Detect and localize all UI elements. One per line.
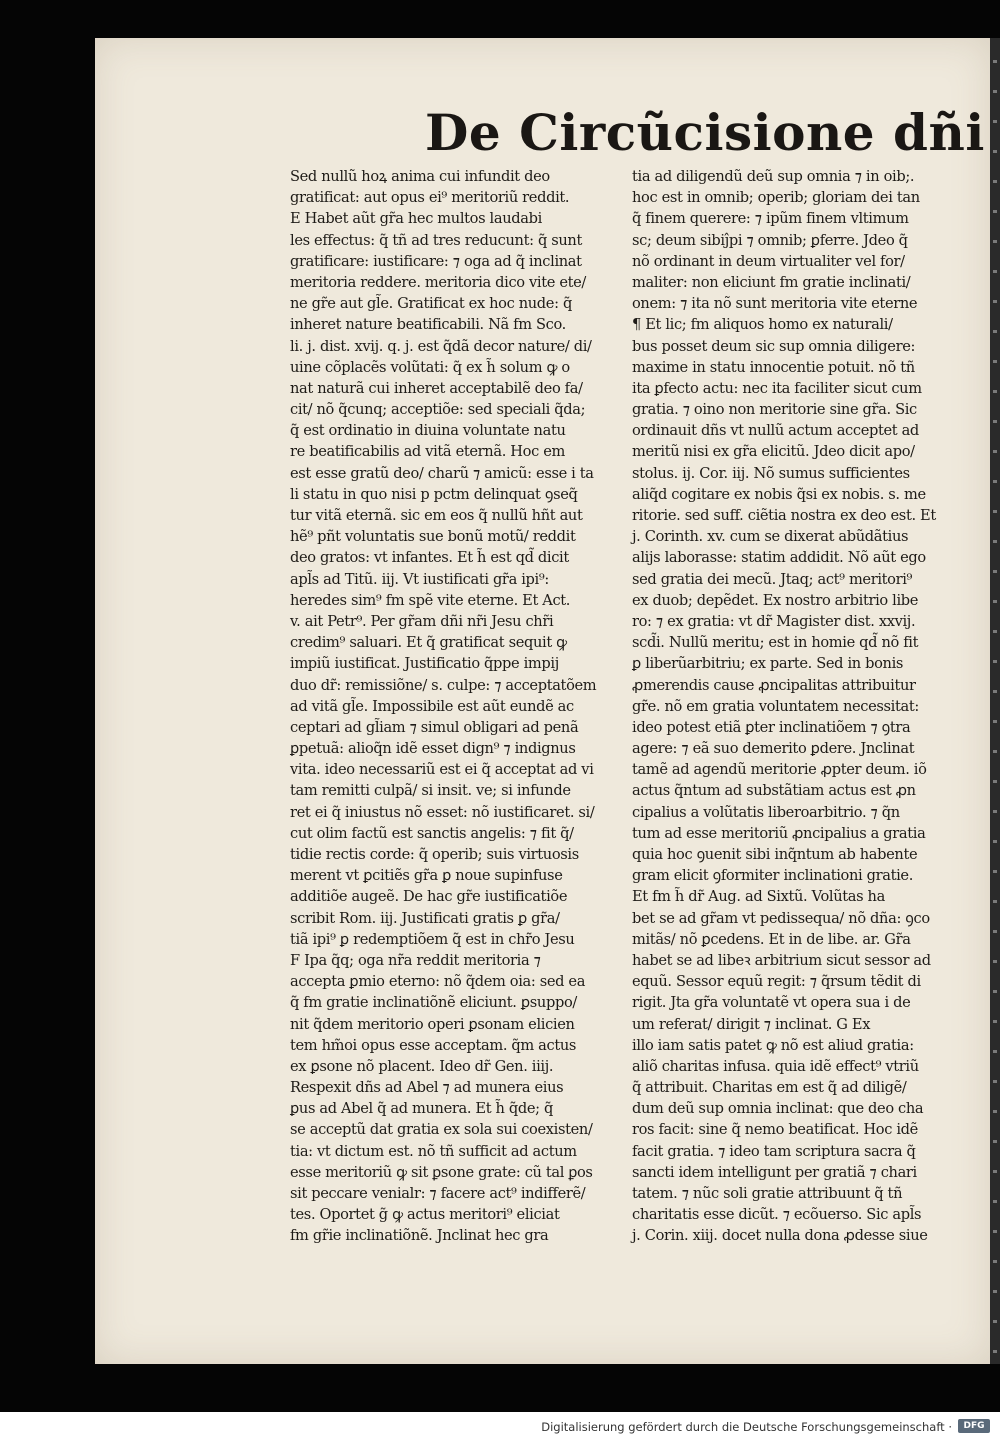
text-line: cipalius a volũtatis liberoarbitrio. ⁊ q̃n: [632, 803, 900, 821]
text-line: scribit Rom. iij. Justificati gratis ꝑ gr̃a/: [290, 909, 560, 927]
text-line: maliter: non eliciunt fm gratie inclinati/: [632, 273, 911, 291]
text-line: Respexit dñs ad Abel ⁊ ad munera eius: [290, 1079, 564, 1097]
text-line: q̃ est ordinatio in diuina voluntate natu: [290, 422, 566, 440]
text-line: aliõ charitas infusa. quia idẽ effect⁹ vtriũ: [632, 1057, 919, 1075]
text-line: heredes sim⁹ fm spẽ vite eterne. Et Act.: [290, 591, 571, 609]
right-text-column: [632, 166, 964, 1245]
text-line: additiõe augeẽ. De hac gr̃e iustificatiõe: [290, 888, 568, 906]
text-line: ꝓmerendis cause ꝓncipalitas attribuitur: [632, 676, 916, 694]
text-line: nat naturã cui inheret acceptabilẽ deo fa/: [290, 379, 583, 397]
text-line: tiã ipi⁹ ꝑ redemptiõem q̃ est in chr̃o Jesu: [290, 930, 575, 948]
text-line: tem hm̃oi opus esse acceptam. q̃m actus: [290, 1036, 577, 1054]
text-line: gratificat: aut opus ei⁹ meritoriũ reddit.: [290, 189, 570, 207]
text-line: E Habet aũt gr̃a hec multos laudabi: [290, 210, 542, 228]
text-line: se acceptũ dat gratia ex sola sui coexisten/: [290, 1121, 593, 1139]
text-line: Sed nullũ hoꝝ anima cui infundit deo: [290, 168, 550, 185]
text-line: meritũ nisi ex gr̃a elicitũ. Jdeo dicit apo/: [632, 443, 915, 461]
text-line: esse meritoriũ ꝙ sit ꝑsone grate: cũ tal ꝑos: [290, 1163, 593, 1181]
text-line: gram elicit ꝯformiter inclinationi gratie.: [632, 867, 913, 885]
text-line: tum ad esse meritoriũ ꝓncipalius a gratia: [632, 824, 926, 842]
text-line: est esse gratũ deo/ charũ ⁊ amicũ: esse i ta: [290, 464, 594, 482]
text-line: tam remitti culpã/ si insit. ve; si infunde: [290, 782, 571, 800]
text-line: hoc est in omnib; operib; gloriam dei tan: [632, 189, 920, 207]
text-line: gr̃e. nõ em gratia voluntatem necessitat:: [632, 697, 919, 715]
dfg-logo: DFG: [958, 1419, 990, 1433]
text-line: onem: ⁊ ita nõ sunt meritoria vite eterne: [632, 295, 918, 313]
text-line: quia hoc ꝯuenit sibi inq̃ntum ab habente: [632, 846, 918, 863]
text-line: ordinauit dñs vt nullũ actum acceptet ad: [632, 422, 919, 440]
text-line: q̃ fm gratie inclinatiõnẽ eliciunt. ꝑsuppo/: [290, 994, 577, 1012]
text-line: hẽ⁹ pñt voluntatis sue bonũ motũ/ reddit: [290, 528, 576, 546]
text-line: maxime in statu innocentie potuit. nõ tñ: [632, 358, 915, 376]
text-line: actus q̃ntum ad substãtiam actus est ꝓn: [632, 782, 916, 800]
text-line: ¶ Et lic; fm aliquos homo ex naturali/: [632, 316, 893, 334]
text-line: ne gr̃e aut gl̃e. Gratificat ex hoc nude: q̃: [290, 295, 572, 313]
text-line: tia ad diligendũ deũ sup omnia ⁊ in oib;.: [632, 168, 915, 185]
text-line: tamẽ ad agendũ meritorie ꝓpter deum. iõ: [632, 761, 927, 779]
text-line: dum deũ sup omnia inclinat: que deo cha: [632, 1100, 924, 1118]
left-text-column: [290, 166, 628, 1245]
text-line: gratificare: iustificare: ⁊ oga ad q̃ inclinat: [290, 252, 582, 270]
text-line: re beatificabilis ad vitã eternã. Hoc em: [290, 443, 565, 461]
text-line: accepta ꝑmio eterno: nõ q̃dem oia: sed ea: [290, 973, 586, 991]
text-line: credim⁹ saluari. Et q̃ gratificat sequit ꝙ: [290, 634, 567, 652]
text-line: impiũ iustificat. Justificatio q̃ppe impij: [290, 655, 559, 673]
text-line: aliq̃d cogitare ex nobis q̃si ex nobis. s. me: [632, 485, 926, 503]
text-line: uine cõplacẽs volũtati: q̃ ex h̃ solum ꝙ o: [290, 358, 570, 376]
text-line: ꝑpetuã: alioq̃n idẽ esset dign⁹ ⁊ indignus: [290, 740, 576, 758]
text-line: ex duob; depẽdet. Ex nostro arbitrio libe: [632, 591, 919, 609]
text-line: duo dr̃: remissiõne/ s. culpe: ⁊ acceptatõem: [290, 676, 597, 694]
text-line: nit q̃dem meritorio operi ꝑsonam elicien: [290, 1015, 575, 1033]
text-line: li. j. dist. xvij. q. j. est q̃dã decor nature/ di/: [290, 337, 592, 355]
text-line: cit/ nõ q̃cunq; acceptiõe: sed speciali q̃da;: [290, 401, 586, 419]
text-line: rigit. Jta gr̃a voluntatẽ vt opera sua i de: [632, 994, 911, 1012]
text-line: cut olim factũ est sanctis angelis: ⁊ fit q̃/: [290, 824, 574, 842]
text-line: ad vitã gl̃e. Impossibile est aũt eundẽ ac: [290, 697, 574, 715]
text-line: stolus. ij. Cor. iij. Nõ sumus sufficientes: [632, 464, 910, 482]
text-line: q̃ attribuit. Charitas em est q̃ ad diligẽ/: [632, 1079, 907, 1097]
text-line: ros facit: sine q̃ nemo beatificat. Hoc idẽ: [632, 1121, 918, 1139]
funding-notice: Digitalisierung gefördert durch die Deutsche Forschungsgemeinschaft ·: [541, 1420, 952, 1434]
text-line: sc; deum sibiĵpi ⁊ omnib; ꝑferre. Jdeo q̃: [632, 231, 908, 249]
text-line: ex ꝑsone nõ placent. Ideo dr̃ Gen. iiij.: [290, 1057, 554, 1075]
text-line: agere: ⁊ eã suo demerito ꝑdere. Jnclinat: [632, 740, 915, 758]
text-line: j. Corin. xiij. docet nulla dona ꝓdesse siue: [632, 1227, 928, 1245]
text-line: li statu in quo nisi p pctm delinquat ꝯseq̃: [290, 485, 578, 503]
text-line: meritoria reddere. meritoria dico vite ete/: [290, 273, 586, 291]
text-line: habet se ad libeꝛ arbitrium sicut sessor ad: [632, 951, 931, 969]
text-line: tes. Oportet g̃ ꝙ actus meritori⁹ eliciat: [290, 1206, 560, 1224]
text-line: gratia. ⁊ oino non meritorie sine gr̃a. Sic: [632, 401, 917, 419]
text-line: q̃ finem querere: ⁊ ipũm finem vltimum: [632, 210, 909, 228]
text-line: Et fm h̃ dr̃ Aug. ad Sixtũ. Volũtas ha: [632, 888, 885, 906]
text-line: sit peccare venialr: ⁊ facere act⁹ indifferẽ/: [290, 1185, 586, 1202]
text-line: charitatis esse dicũt. ⁊ ecõuerso. Sic apl̃s: [632, 1206, 922, 1224]
text-line: ritorie. sed suff. ciẽtia nostra ex deo est. Et: [632, 507, 936, 524]
text-line: scd̃i. Nullũ meritu; est in homie qd̃ nõ fit: [632, 634, 919, 652]
text-line: tatem. ⁊ nũc soli gratie attribuunt q̃ tñ: [632, 1185, 903, 1202]
page-edge-markers: [993, 60, 997, 1360]
text-line: bet se ad gr̃am vt pedissequa/ nõ dña: ꝯco: [632, 909, 930, 927]
text-line: um referat/ dirigit ⁊ inclinat. G Ex: [632, 1015, 871, 1033]
text-line: ꝑus ad Abel q̃ ad munera. Et h̃ q̃de; q̃: [290, 1100, 553, 1118]
text-line: ita ꝑfecto actu: nec ita faciliter sicut cum: [632, 379, 922, 397]
text-line: v. ait Petr⁹. Per gr̃am dñi nr̃i Jesu chr̃i: [290, 612, 554, 630]
page-heading: De Circũcisione dñi: [425, 103, 985, 162]
footer-bar: [0, 1412, 1000, 1441]
text-line: alijs laborasse: statim addidit. Nõ aũt ego: [632, 549, 926, 567]
text-line: facit gratia. ⁊ ideo tam scriptura sacra q̃: [632, 1142, 916, 1160]
text-line: equũ. Sessor equũ regit: ⁊ q̃rsum tẽdit di: [632, 973, 921, 991]
text-line: tidie rectis corde: q̃ operib; suis virtuosis: [290, 846, 579, 863]
text-line: ceptari ad gl̃iam ⁊ simul obligari ad penã: [290, 718, 579, 736]
text-line: deo gratos: vt infantes. Et h̃ est qd̃ dicit: [290, 549, 569, 567]
text-line: nõ ordinant in deum virtualiter vel for/: [632, 252, 905, 270]
text-line: sed gratia dei mecũ. Jtaq; act⁹ meritori⁹: [632, 570, 913, 588]
text-line: illo iam satis patet ꝙ nõ est aliud gratia:: [632, 1036, 914, 1054]
text-line: tur vitã eternã. sic em eos q̃ nullũ hñt aut: [290, 507, 583, 524]
text-line: les effectus: q̃ tñ ad tres reducunt: q̃ sunt: [290, 231, 582, 249]
text-line: ret ei q̃ iniustus nõ esset: nõ iustificaret. si/: [290, 803, 595, 821]
text-line: mitãs/ nõ ꝑcedens. Et in de libe. ar. Gr̃a: [632, 930, 911, 948]
text-line: vita. ideo necessariũ est ei q̃ acceptat ad vi: [290, 761, 594, 779]
text-line: apl̃s ad Titũ. iij. Vt iustificati gr̃a ipi⁹:: [290, 570, 549, 588]
text-line: ꝑ liberũarbitriu; ex parte. Sed in bonis: [632, 655, 904, 673]
text-line: sancti idem intelligunt per gratiã ⁊ chari: [632, 1163, 917, 1181]
text-line: ideo potest etiã ꝑter inclinatiõem ⁊ ꝯtra: [632, 718, 911, 736]
text-line: j. Corinth. xv. cum se dixerat abũdãtius: [632, 528, 909, 546]
text-line: ro: ⁊ ex gratia: vt dr̃ Magister dist. xxvij.: [632, 612, 916, 630]
text-line: fm gr̃ie inclinatiõnẽ. Jnclinat hec gra: [290, 1227, 549, 1245]
text-line: tia: vt dictum est. nõ tñ sufficit ad actum: [290, 1142, 577, 1160]
text-line: bus posset deum sic sup omnia diligere:: [632, 337, 916, 355]
text-line: inheret nature beatificabili. Nã fm Sco.: [290, 316, 566, 334]
text-line: F Ipa q̃q; oga nr̃a reddit meritoria ⁊: [290, 951, 541, 969]
text-line: merent vt ꝑcitiẽs gr̃a ꝑ noue supinfuse: [290, 867, 563, 885]
